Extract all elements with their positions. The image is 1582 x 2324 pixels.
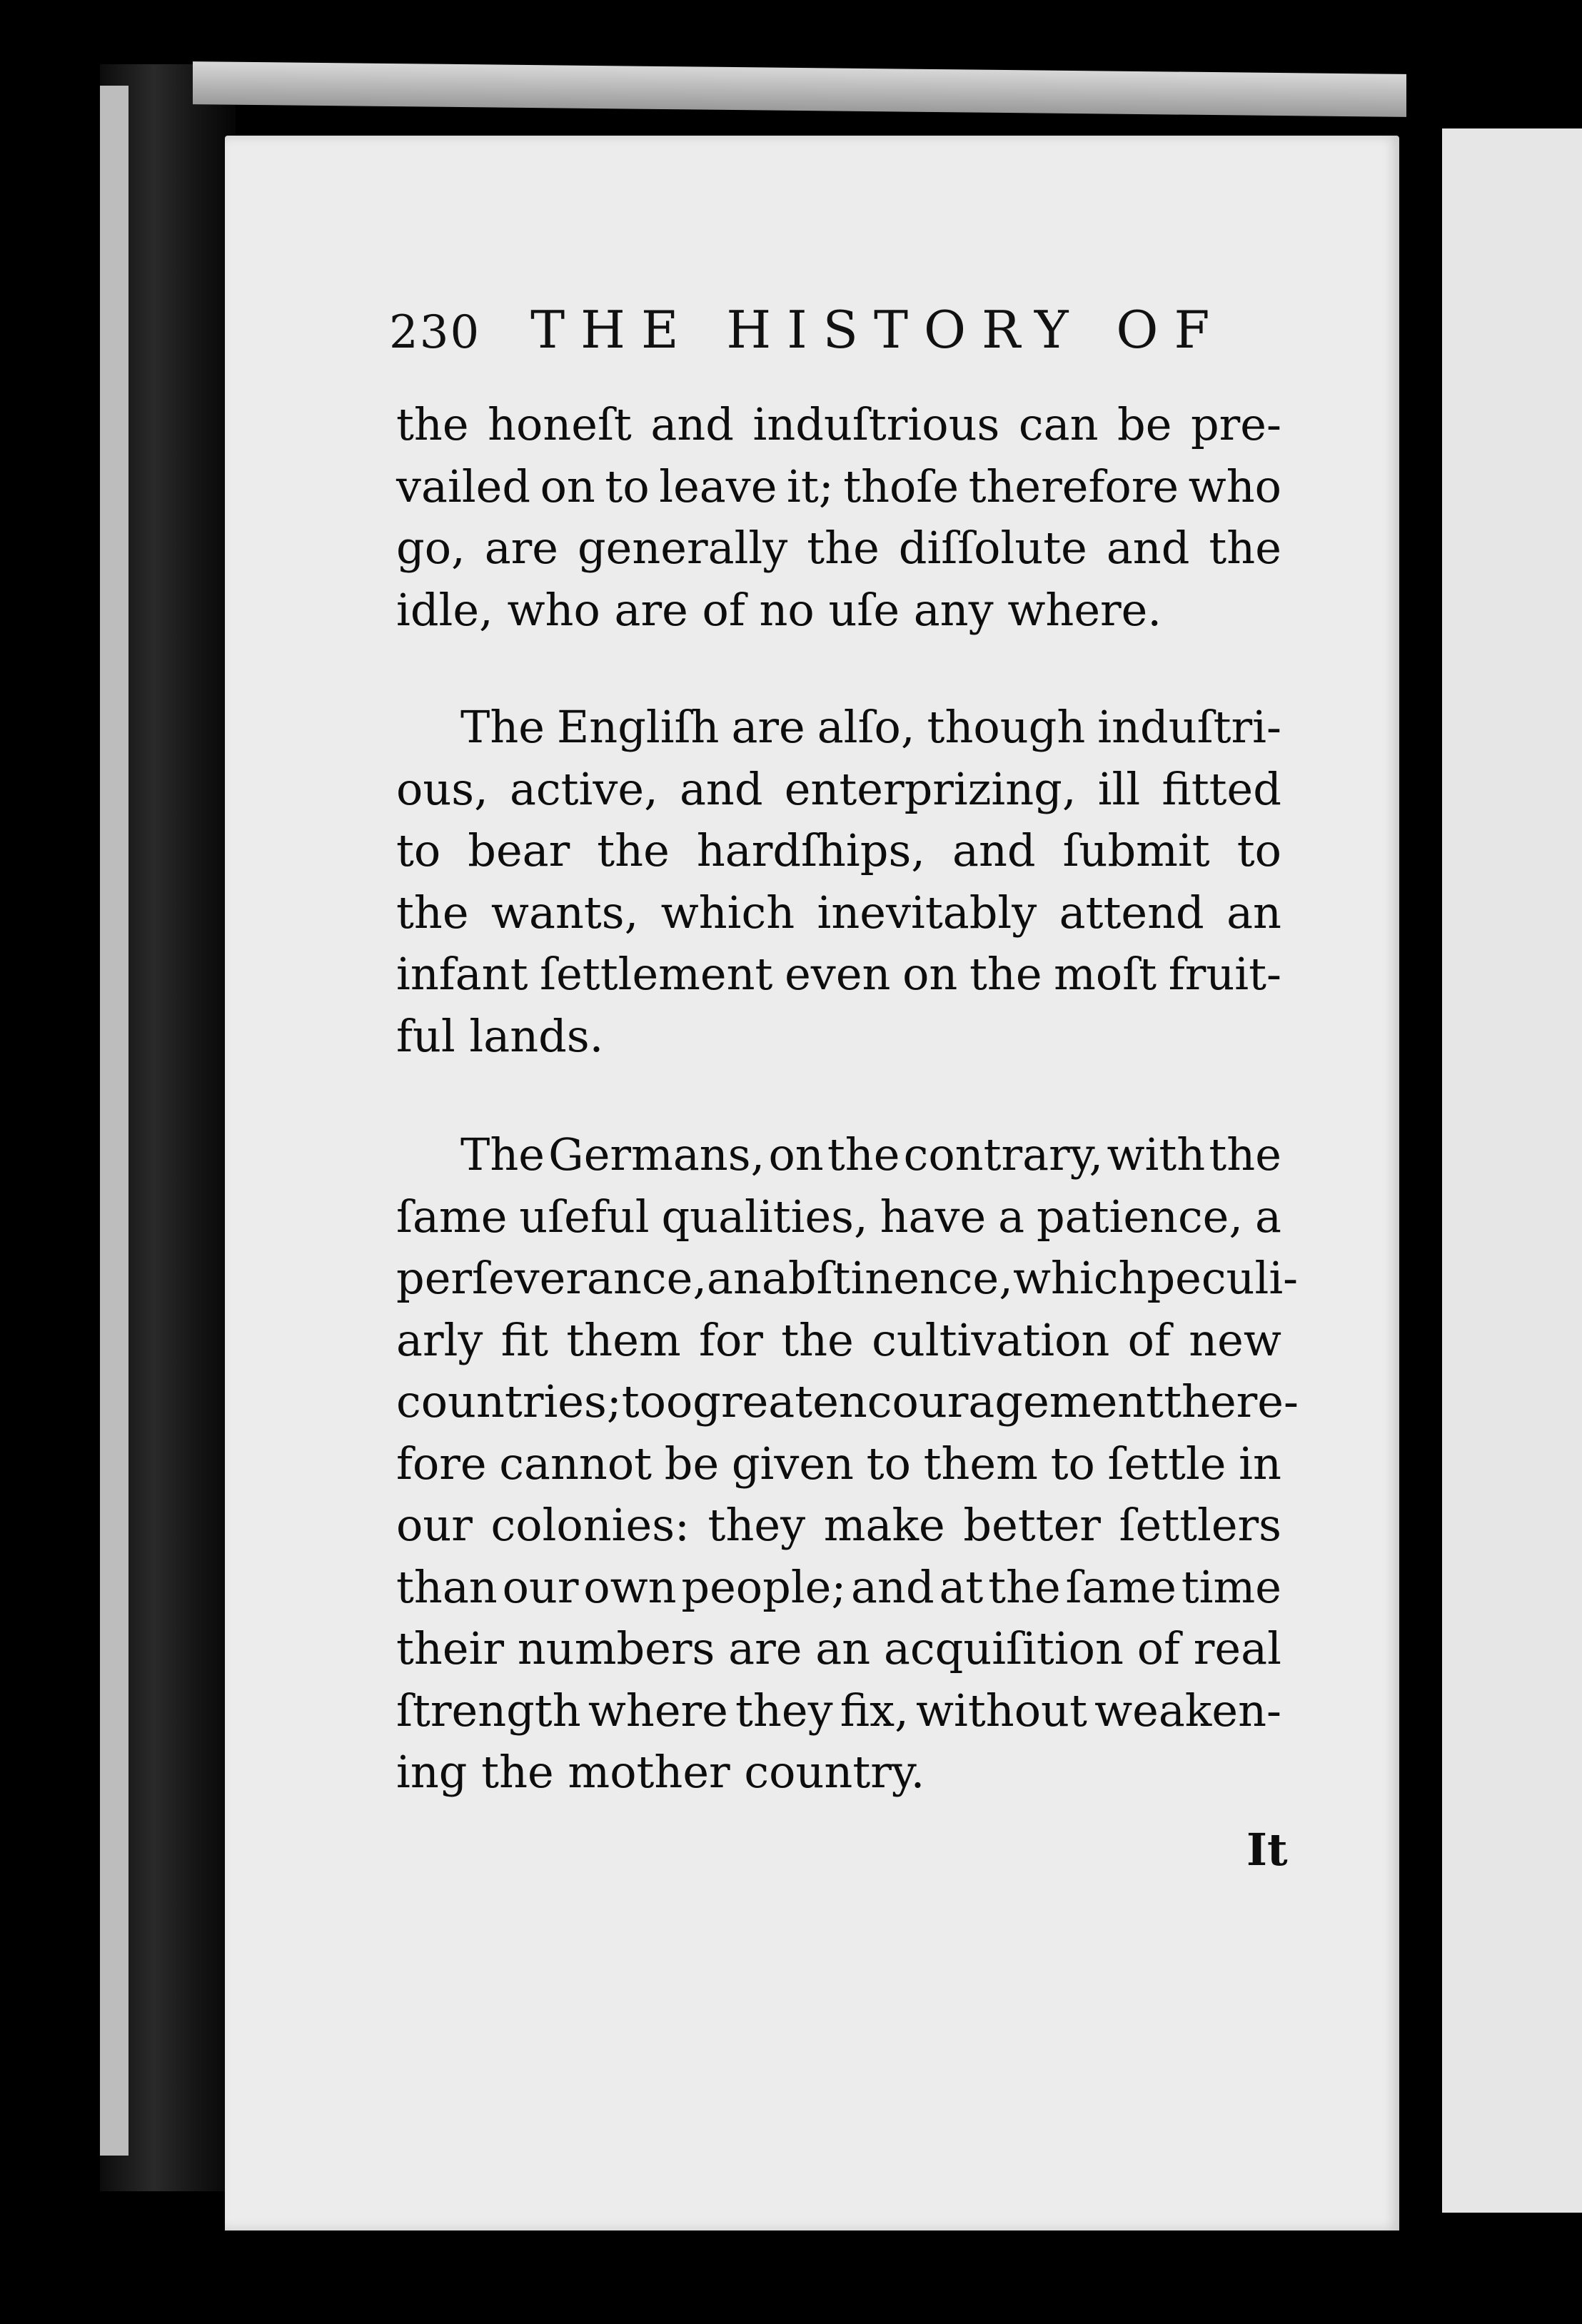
word: which [660, 886, 795, 939]
book-gutter [1399, 128, 1442, 2198]
word: the [1209, 1128, 1281, 1181]
word: of [1127, 1313, 1171, 1366]
word: Germans, [548, 1128, 765, 1181]
word: at [939, 1560, 984, 1613]
word: to [605, 460, 650, 512]
top-page-edge [193, 61, 1406, 117]
word: moſt [1054, 948, 1157, 1000]
word: acquiſition [883, 1622, 1124, 1674]
word: Engliſh [557, 701, 720, 753]
catchword: It [1246, 1824, 1288, 1876]
text-line [396, 517, 1281, 580]
word: they [735, 1684, 833, 1737]
text-line [396, 456, 1281, 518]
word: alſo, [817, 701, 915, 753]
word: to [1236, 824, 1281, 876]
word: better [963, 1499, 1101, 1551]
word: are [484, 522, 558, 574]
text-line [396, 1124, 1281, 1186]
word: the [969, 948, 1042, 1000]
word: induſtrious [752, 398, 1000, 450]
word: time [1181, 1560, 1281, 1613]
word: qualities, [661, 1190, 868, 1243]
word: people; [681, 1560, 847, 1613]
word: of [1137, 1622, 1180, 1674]
word: real [1193, 1622, 1281, 1674]
word: weaken- [1094, 1684, 1281, 1737]
word: active, [509, 762, 658, 815]
text-line: ing the mother country. [396, 1746, 925, 1798]
word: ſtrength [396, 1684, 581, 1737]
word: vailed [396, 460, 531, 512]
word: arly [396, 1313, 483, 1366]
word: The [460, 1128, 545, 1181]
word: make [823, 1499, 945, 1551]
word: contrary, [903, 1128, 1104, 1181]
word: cultivation [872, 1313, 1110, 1366]
word: the [396, 886, 469, 939]
word: fit [500, 1313, 549, 1366]
word: are [728, 1622, 802, 1674]
word: fitted [1162, 762, 1281, 815]
word: a [1254, 1190, 1281, 1243]
word: the [781, 1313, 854, 1366]
text-line: idle, who are of no uſe any where. [396, 583, 1162, 636]
word: and [650, 398, 734, 450]
word: on [902, 948, 958, 1000]
word: bear [468, 824, 570, 876]
word: ſettle [1107, 1437, 1226, 1490]
word: our [502, 1560, 579, 1613]
word: numbers [517, 1622, 715, 1674]
text-line: ful lands. [396, 1009, 604, 1062]
word: attend [1059, 886, 1204, 939]
word: to [866, 1437, 911, 1490]
text-line [396, 1495, 1281, 1557]
word: infant [396, 948, 528, 1000]
word: honeſt [488, 398, 632, 450]
word: hardſhips, [696, 824, 925, 876]
word: ſettlers [1119, 1499, 1281, 1551]
word: leave [659, 460, 777, 512]
word: The [460, 701, 545, 753]
word: even [785, 948, 891, 1000]
word: thoſe [843, 460, 959, 512]
word: ill [1097, 762, 1141, 815]
word: uſeful [519, 1190, 650, 1243]
word: and [851, 1560, 934, 1613]
word: to [396, 824, 441, 876]
word: fruit- [1168, 948, 1281, 1000]
page-header [389, 300, 1246, 360]
word: the [807, 522, 880, 574]
text-line [396, 394, 1281, 456]
word: perſeverance, [396, 1252, 707, 1304]
facing-page [1442, 128, 1582, 2213]
word: new [1189, 1313, 1281, 1366]
word: too [621, 1375, 693, 1428]
text-line [396, 882, 1281, 944]
word: therefore [968, 460, 1179, 512]
page-edges [100, 86, 129, 2156]
word: the [827, 1128, 900, 1181]
word: on [768, 1128, 824, 1181]
word: can [1018, 398, 1099, 450]
word: fix, [840, 1684, 909, 1737]
word: than [396, 1560, 498, 1613]
word: for [699, 1313, 763, 1366]
text-line [396, 1310, 1281, 1372]
word: a [998, 1190, 1025, 1243]
word: ous, [396, 762, 488, 815]
text-line [396, 1248, 1299, 1310]
word: them [923, 1437, 1038, 1490]
word: to [1050, 1437, 1095, 1490]
word: though [927, 701, 1086, 753]
text-line [396, 1557, 1281, 1619]
word: pre- [1190, 398, 1281, 450]
word: go, [396, 522, 465, 574]
word: without [915, 1684, 1087, 1737]
text-line [396, 759, 1281, 821]
word: there- [1164, 1375, 1299, 1428]
word: and [679, 762, 763, 815]
word: have [880, 1190, 987, 1243]
word: they [707, 1499, 806, 1551]
text-line [396, 820, 1281, 882]
word: them [566, 1313, 681, 1366]
word: enterprizing, [784, 762, 1077, 815]
word: abſtinence, [761, 1252, 1013, 1304]
word: great [692, 1375, 813, 1428]
word: and [1106, 522, 1190, 574]
word: be [664, 1437, 720, 1490]
word: wants, [490, 886, 639, 939]
word: where [588, 1684, 728, 1737]
word: the [988, 1560, 1061, 1613]
word: fore [396, 1437, 487, 1490]
word: with [1107, 1128, 1206, 1181]
word: the [597, 824, 670, 876]
page-number: 230 [389, 306, 481, 359]
word: ſettlement [540, 948, 773, 1000]
word: be [1117, 398, 1172, 450]
word: countries; [396, 1375, 622, 1428]
text-line [396, 1433, 1281, 1495]
word: patience, [1036, 1190, 1244, 1243]
paragraph-1 [396, 394, 1281, 641]
running-title: THE HISTORY OF [530, 300, 1226, 360]
word: encouragement [812, 1375, 1164, 1428]
text-line [396, 1618, 1281, 1680]
word: their [396, 1622, 505, 1674]
word: it; [787, 460, 834, 512]
word: and [952, 824, 1036, 876]
paragraph-2 [396, 697, 1281, 1067]
word: in [1239, 1437, 1281, 1490]
word: own [583, 1560, 677, 1613]
word: ſame [396, 1190, 508, 1243]
word: given [731, 1437, 854, 1490]
word: generally [577, 522, 788, 574]
word: an [1226, 886, 1281, 939]
word: on [540, 460, 595, 512]
word: ſubmit [1062, 824, 1210, 876]
word: inevitably [817, 886, 1037, 939]
word: who [1188, 460, 1281, 512]
text-line [396, 1680, 1281, 1742]
word: which [1012, 1252, 1147, 1304]
word: peculi- [1147, 1252, 1299, 1304]
word: the [1209, 522, 1281, 574]
word: ſame [1065, 1560, 1177, 1613]
text-line [396, 1186, 1281, 1248]
word: an [707, 1252, 762, 1304]
word: colonies: [490, 1499, 690, 1551]
text-line [396, 1371, 1299, 1433]
text-line [396, 697, 1281, 759]
text-line [396, 944, 1281, 1006]
word: diſſolute [898, 522, 1087, 574]
word: cannot [499, 1437, 653, 1490]
word: an [815, 1622, 871, 1674]
paragraph-3 [396, 1124, 1299, 1804]
word: the [396, 398, 469, 450]
word: induſtri- [1097, 701, 1281, 753]
word: are [731, 701, 805, 753]
word: our [396, 1499, 473, 1551]
